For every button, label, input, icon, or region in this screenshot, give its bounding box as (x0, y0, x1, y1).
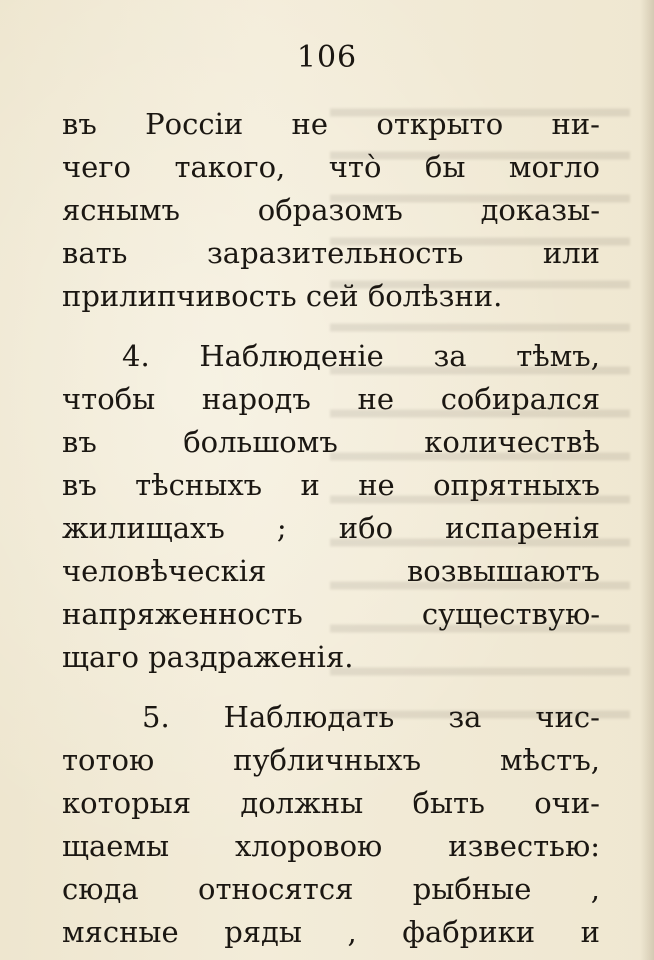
word: ряды (224, 915, 302, 949)
word: большомъ (183, 425, 338, 459)
text-line (62, 550, 600, 593)
text-line (62, 464, 600, 507)
word: человѣческія (62, 554, 267, 588)
text-line (62, 782, 600, 825)
text-line (62, 825, 600, 868)
word: чтобы (62, 382, 156, 416)
word: не (358, 468, 395, 502)
word: заразительность (206, 236, 464, 270)
word: фабрики (402, 915, 536, 949)
word: собирался (440, 382, 600, 416)
word: жилищахъ (62, 511, 225, 545)
word: такого, (174, 150, 286, 184)
text-line (62, 593, 600, 636)
word: публичныхъ (233, 743, 422, 777)
body-text (62, 103, 600, 954)
page-edge-shadow (640, 0, 654, 960)
word: въ (62, 468, 97, 502)
word: не (291, 107, 329, 141)
word: быть (412, 786, 485, 820)
word: вать (62, 236, 128, 270)
word: или (542, 236, 600, 270)
word: мѣстъ, (499, 743, 600, 777)
word: не (357, 382, 395, 416)
word: тотою (62, 743, 155, 777)
text-line (62, 335, 600, 378)
word: за (433, 339, 467, 373)
text-line (62, 868, 600, 911)
word: существую- (421, 597, 600, 631)
word: яснымъ (62, 193, 180, 227)
word: , (347, 915, 357, 949)
word: , (590, 872, 600, 906)
text-line (62, 378, 600, 421)
text-line (62, 189, 600, 232)
text-line (62, 739, 600, 782)
word: напряженность (62, 597, 303, 631)
word: которыя (62, 786, 192, 820)
text-line (62, 696, 600, 739)
word: известью: (448, 829, 600, 863)
text-line (62, 146, 600, 189)
word: количествѣ (424, 425, 600, 459)
word: за (448, 700, 482, 734)
word: въ (62, 425, 97, 459)
text-line (62, 507, 600, 550)
word: Наблюдать (223, 700, 395, 734)
word: могло (508, 150, 600, 184)
word: открыто (376, 107, 504, 141)
word: чего (62, 150, 131, 184)
page-number: 106 (296, 40, 358, 75)
word: бы (424, 150, 466, 184)
word: Россіи (145, 107, 244, 141)
word: тѣсныхъ (135, 468, 263, 502)
word: и (300, 468, 320, 502)
word: въ (62, 107, 97, 141)
word: ни- (551, 107, 600, 141)
word: ; (276, 511, 287, 545)
word: хлоровою (235, 829, 383, 863)
word: щаго раздраженія. (62, 640, 354, 674)
word: сюда (62, 872, 139, 906)
word: образомъ (257, 193, 403, 227)
word: 4. (122, 339, 150, 373)
word: и (580, 915, 600, 949)
text-line (62, 421, 600, 464)
word: 5. (142, 700, 170, 734)
word: прилипчивость сей болѣзни. (62, 279, 503, 313)
word: рыбные (412, 872, 532, 906)
word: испаренія (445, 511, 600, 545)
word: относятся (197, 872, 354, 906)
word: чис- (535, 700, 600, 734)
word: доказы- (480, 193, 600, 227)
text-line (62, 275, 600, 318)
word: щаемы (62, 829, 170, 863)
text-line (62, 911, 600, 954)
word: тѣмъ, (516, 339, 600, 373)
text-line (62, 636, 600, 679)
word: мясные (62, 915, 179, 949)
word: опрятныхъ (433, 468, 600, 502)
word: должны (240, 786, 364, 820)
word: что̀ (328, 150, 382, 184)
word: Наблюденіе (199, 339, 384, 373)
text-line (62, 232, 600, 275)
word: ибо (338, 511, 394, 545)
text-line (62, 103, 600, 146)
word: возвышаютъ (406, 554, 600, 588)
word: очи- (534, 786, 600, 820)
word: народъ (201, 382, 311, 416)
